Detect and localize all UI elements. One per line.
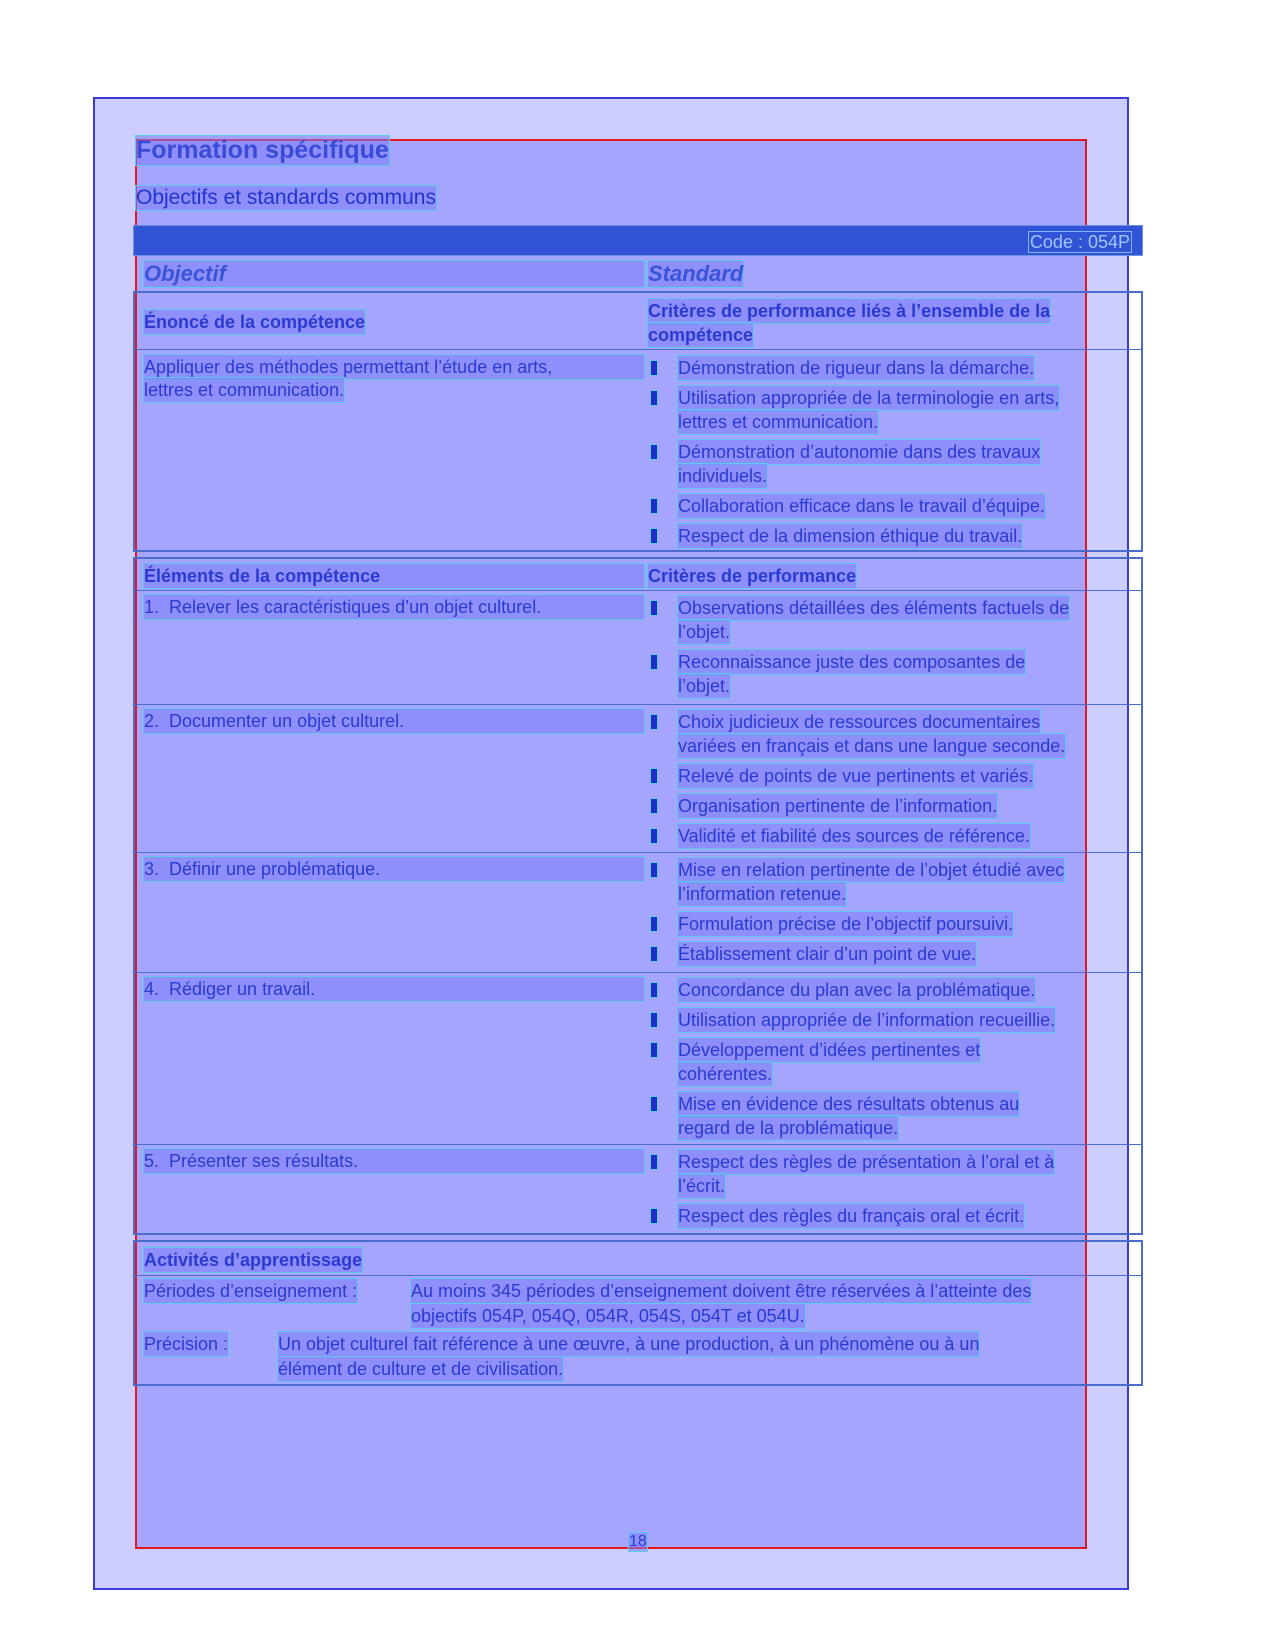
bullet-icon — [650, 600, 658, 616]
bullet-icon — [650, 828, 658, 844]
activities-header: Activités d’apprentissage — [143, 1247, 363, 1273]
bullet-icon — [650, 916, 658, 932]
bullet-icon — [650, 390, 658, 406]
criterion-text: l’objet. — [677, 619, 731, 645]
periods-text-line2: objectifs 054P, 054Q, 054R, 054S, 054T et 054U. — [410, 1303, 806, 1329]
criterion-text: Validité et fiabilité des sources de référence. — [677, 823, 1031, 849]
criteria-header-line1: Critères de performance liés à l’ensemble de la — [647, 298, 1051, 324]
bullet-icon — [650, 1012, 658, 1028]
bullet-icon — [650, 982, 658, 998]
criterion-text: Établissement clair d’un point de vue. — [677, 941, 977, 967]
criterion-text: Démonstration de rigueur dans la démarche. — [677, 355, 1035, 381]
criterion-text: Collaboration efficace dans le travail d’équipe. — [677, 493, 1046, 519]
criterion-text: Mise en évidence des résultats obtenus au — [677, 1091, 1020, 1117]
bullet-icon — [650, 798, 658, 814]
bullet-icon — [650, 1042, 658, 1058]
bullet-icon — [650, 444, 658, 460]
competence-statement-header: Énoncé de la compétence — [143, 309, 366, 335]
criterion-text: cohérentes. — [677, 1061, 773, 1087]
precision-text-line1: Un objet culturel fait référence à une œuvre, à une production, à un phénomène ou à un — [277, 1331, 980, 1357]
element-label: 3. Définir une problématique. — [143, 856, 645, 882]
document-subtitle: Objectifs et standards communs — [136, 186, 436, 209]
criterion-text: lettres et communication. — [677, 409, 879, 435]
element-label: 2. Documenter un objet culturel. — [143, 708, 645, 734]
competence-statement-line2: lettres et communication. — [143, 377, 345, 403]
criterion-text: Mise en relation pertinente de l’objet étudié avec — [677, 857, 1065, 883]
criterion-text: Respect des règles du français oral et écrit. — [677, 1203, 1025, 1229]
elements-header: Éléments de la compétence — [143, 563, 645, 589]
criteria-header-line2: compétence — [647, 322, 754, 348]
criterion-text: Respect des règles de présentation à l’oral et à — [677, 1149, 1055, 1175]
bullet-icon — [650, 714, 658, 730]
criterion-text: Utilisation appropriée de l’information recueillie. — [677, 1007, 1056, 1033]
bullet-icon — [650, 498, 658, 514]
criterion-text: Relevé de points de vue pertinents et variés. — [677, 763, 1034, 789]
column-header-objective: Objectif — [143, 260, 645, 288]
criterion-text: Respect de la dimension éthique du travail. — [677, 523, 1023, 549]
page-number: 18 — [629, 1533, 647, 1550]
bullet-icon — [650, 946, 658, 962]
bullet-icon — [650, 1154, 658, 1170]
criterion-text: Démonstration d’autonomie dans des travaux — [677, 439, 1041, 465]
document-title: Formation spécifique — [136, 136, 389, 164]
precision-text-line2: élément de culture et de civilisation. — [277, 1356, 564, 1382]
criterion-text: Développement d’idées pertinentes et — [677, 1037, 981, 1063]
criterion-text: regard de la problématique. — [677, 1115, 899, 1141]
bullet-icon — [650, 862, 658, 878]
performance-criteria-header: Critères de performance — [647, 563, 857, 589]
criterion-text: individuels. — [677, 463, 768, 489]
bullet-icon — [650, 1096, 658, 1112]
criterion-text: Organisation pertinente de l’information. — [677, 793, 998, 819]
criterion-text: Choix judicieux de ressources documentaires — [677, 709, 1041, 735]
periods-text-line1: Au moins 345 périodes d’enseignement doivent être réservées à l’atteinte des — [410, 1278, 1032, 1304]
criterion-text: variées en français et dans une langue seconde. — [677, 733, 1066, 759]
element-label: 5. Présenter ses résultats. — [143, 1148, 645, 1174]
criterion-text: Formulation précise de l’objectif poursuivi. — [677, 911, 1014, 937]
criterion-text: l’objet. — [677, 673, 731, 699]
criterion-text: Reconnaissance juste des composantes de — [677, 649, 1026, 675]
code-bar — [133, 225, 1143, 256]
criterion-text: l’écrit. — [677, 1173, 726, 1199]
criterion-text: Concordance du plan avec la problématique. — [677, 977, 1036, 1003]
column-header-standard: Standard — [648, 261, 744, 286]
element-label: 4. Rédiger un travail. — [143, 976, 645, 1002]
bullet-icon — [650, 768, 658, 784]
bullet-icon — [650, 1208, 658, 1224]
periods-label: Périodes d’enseignement : — [143, 1278, 358, 1304]
element-label: 1. Relever les caractéristiques d’un objet culturel. — [143, 594, 645, 620]
bullet-icon — [650, 654, 658, 670]
objective-code: Code : 054P — [1029, 232, 1130, 252]
competence-statement-line1: Appliquer des méthodes permettant l’étude en arts, — [143, 354, 645, 380]
bullet-icon — [650, 528, 658, 544]
bullet-icon — [650, 360, 658, 376]
criterion-text: Observations détaillées des éléments factuels de — [677, 595, 1070, 621]
criterion-text: l’information retenue. — [677, 881, 847, 907]
precision-label: Précision : — [143, 1331, 229, 1357]
criterion-text: Utilisation appropriée de la terminologie en arts, — [677, 385, 1060, 411]
